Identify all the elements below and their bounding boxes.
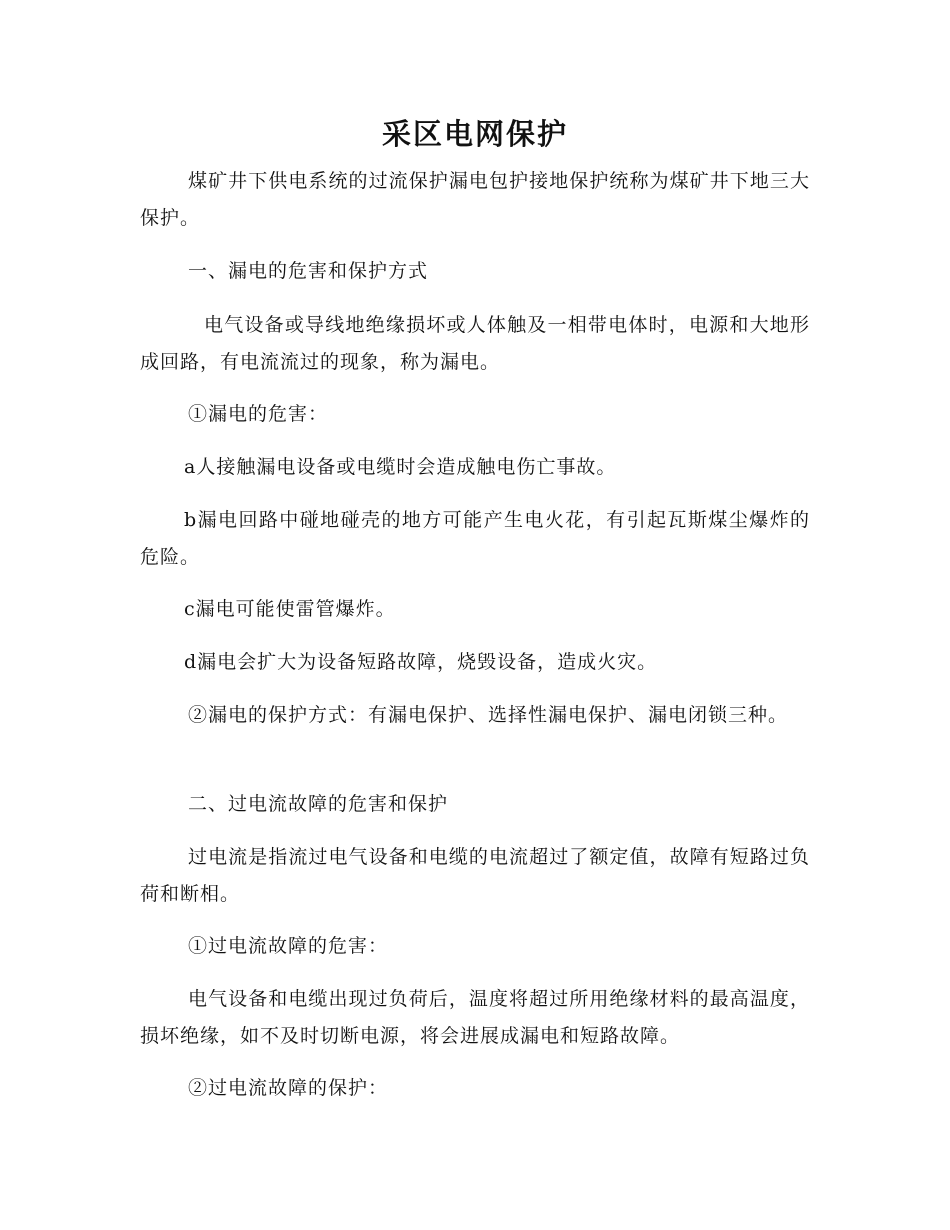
subheading-overcurrent-hazards: ①过电流故障的危害： bbox=[188, 935, 389, 957]
list-item-hazard-a: a人接触漏电设备或电缆时会造成触电伤亡事故。 bbox=[184, 456, 617, 478]
paragraph-overcurrent-hazard-detail: 电气设备和电缆出现过负荷后，温度将超过所用绝缘材料的最高温度，损坏绝缘，如不及时切断电源，将会进展成漏电和短路故障。 bbox=[140, 988, 810, 1047]
paragraph-leakage-definition: 电气设备或导线地绝缘损坏或人体触及一相带电体时，电源和大地形成回路，有电流流过的现象，称为漏电。 bbox=[140, 314, 810, 373]
document-title: 采区电网保护 bbox=[381, 117, 568, 151]
section-heading-overcurrent: 二、过电流故障的危害和保护 bbox=[188, 793, 449, 815]
list-item-hazard-c: c漏电可能使雷管爆炸。 bbox=[184, 598, 396, 620]
subheading-leakage-hazards: ①漏电的危害： bbox=[188, 403, 329, 425]
paragraph-intro: 煤矿井下供电系统的过流保护漏电包护接地保护统称为煤矿井下地三大保护。 bbox=[140, 170, 810, 229]
section-heading-leakage: 一、漏电的危害和保护方式 bbox=[188, 260, 429, 282]
list-item-hazard-b: b漏电回路中碰地碰壳的地方可能产生电火花，有引起瓦斯煤尘爆炸的危险。 bbox=[140, 509, 810, 568]
paragraph-leakage-protection: ②漏电的保护方式：有漏电保护、选择性漏电保护、漏电闭锁三种。 bbox=[188, 704, 789, 726]
paragraph-overcurrent-definition: 过电流是指流过电气设备和电缆的电流超过了额定值，故障有短路过负荷和断相。 bbox=[140, 846, 810, 905]
list-item-hazard-d: d漏电会扩大为设备短路故障，烧毁设备，造成火灾。 bbox=[184, 651, 658, 673]
subheading-overcurrent-protection: ②过电流故障的保护： bbox=[188, 1077, 389, 1099]
